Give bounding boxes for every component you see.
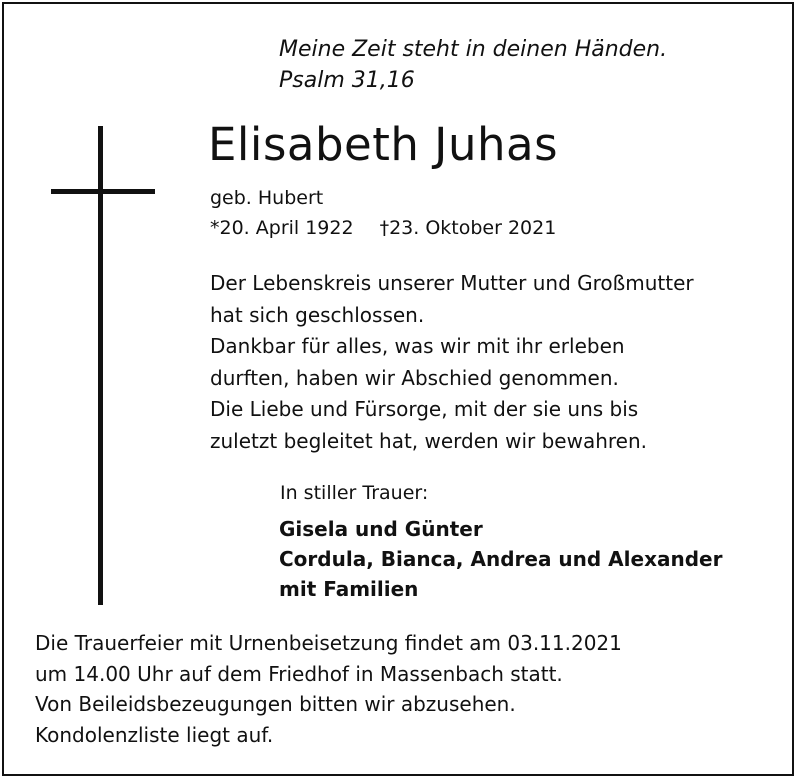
family-line: Cordula, Bianca, Andrea und Alexander [279, 547, 723, 571]
footer-line: um 14.00 Uhr auf dem Friedhof in Massenbach statt. [35, 661, 563, 686]
birth-date: *20. April 1922 [210, 217, 354, 239]
deceased-name: Elisabeth Juhas [208, 118, 559, 171]
footer-line: Kondolenzliste liegt auf. [35, 722, 274, 747]
ceremony-info [35, 628, 622, 750]
text-line: Die Liebe und Fürsorge, mit der sie uns bis [210, 397, 639, 421]
family-line: mit Familien [279, 577, 419, 601]
family-line: Gisela und Günter [279, 517, 483, 541]
footer-line: Von Beileidsbezeugungen bitten wir abzusehen. [35, 692, 516, 716]
birth-name: geb. Hubert [210, 187, 324, 209]
death-date: †23. Oktober 2021 [379, 217, 557, 239]
motto-quote: Meine Zeit steht in deinen Händen. [279, 37, 668, 62]
text-line: Der Lebenskreis unserer Mutter und Großmutter [210, 271, 694, 295]
motto [279, 34, 667, 96]
text-line: hat sich geschlossen. [210, 302, 425, 327]
life-dates [210, 214, 556, 242]
cross-icon [98, 126, 103, 605]
cross-icon-bar [51, 189, 155, 194]
family-signatures [279, 514, 722, 604]
footer-line: Die Trauerfeier mit Urnenbeisetzung findet am 03.11.2021 [35, 631, 622, 655]
mourning-intro: In stiller Trauer: [280, 482, 429, 504]
motto-source: Psalm 31,16 [279, 68, 415, 93]
text-line: Dankbar für alles, was wir mit ihr erleben [210, 334, 625, 358]
text-line: durften, haben wir Abschied genommen. [210, 365, 619, 390]
memorial-text [210, 268, 694, 457]
text-line: zuletzt begleitet hat, werden wir bewahren. [210, 428, 647, 453]
